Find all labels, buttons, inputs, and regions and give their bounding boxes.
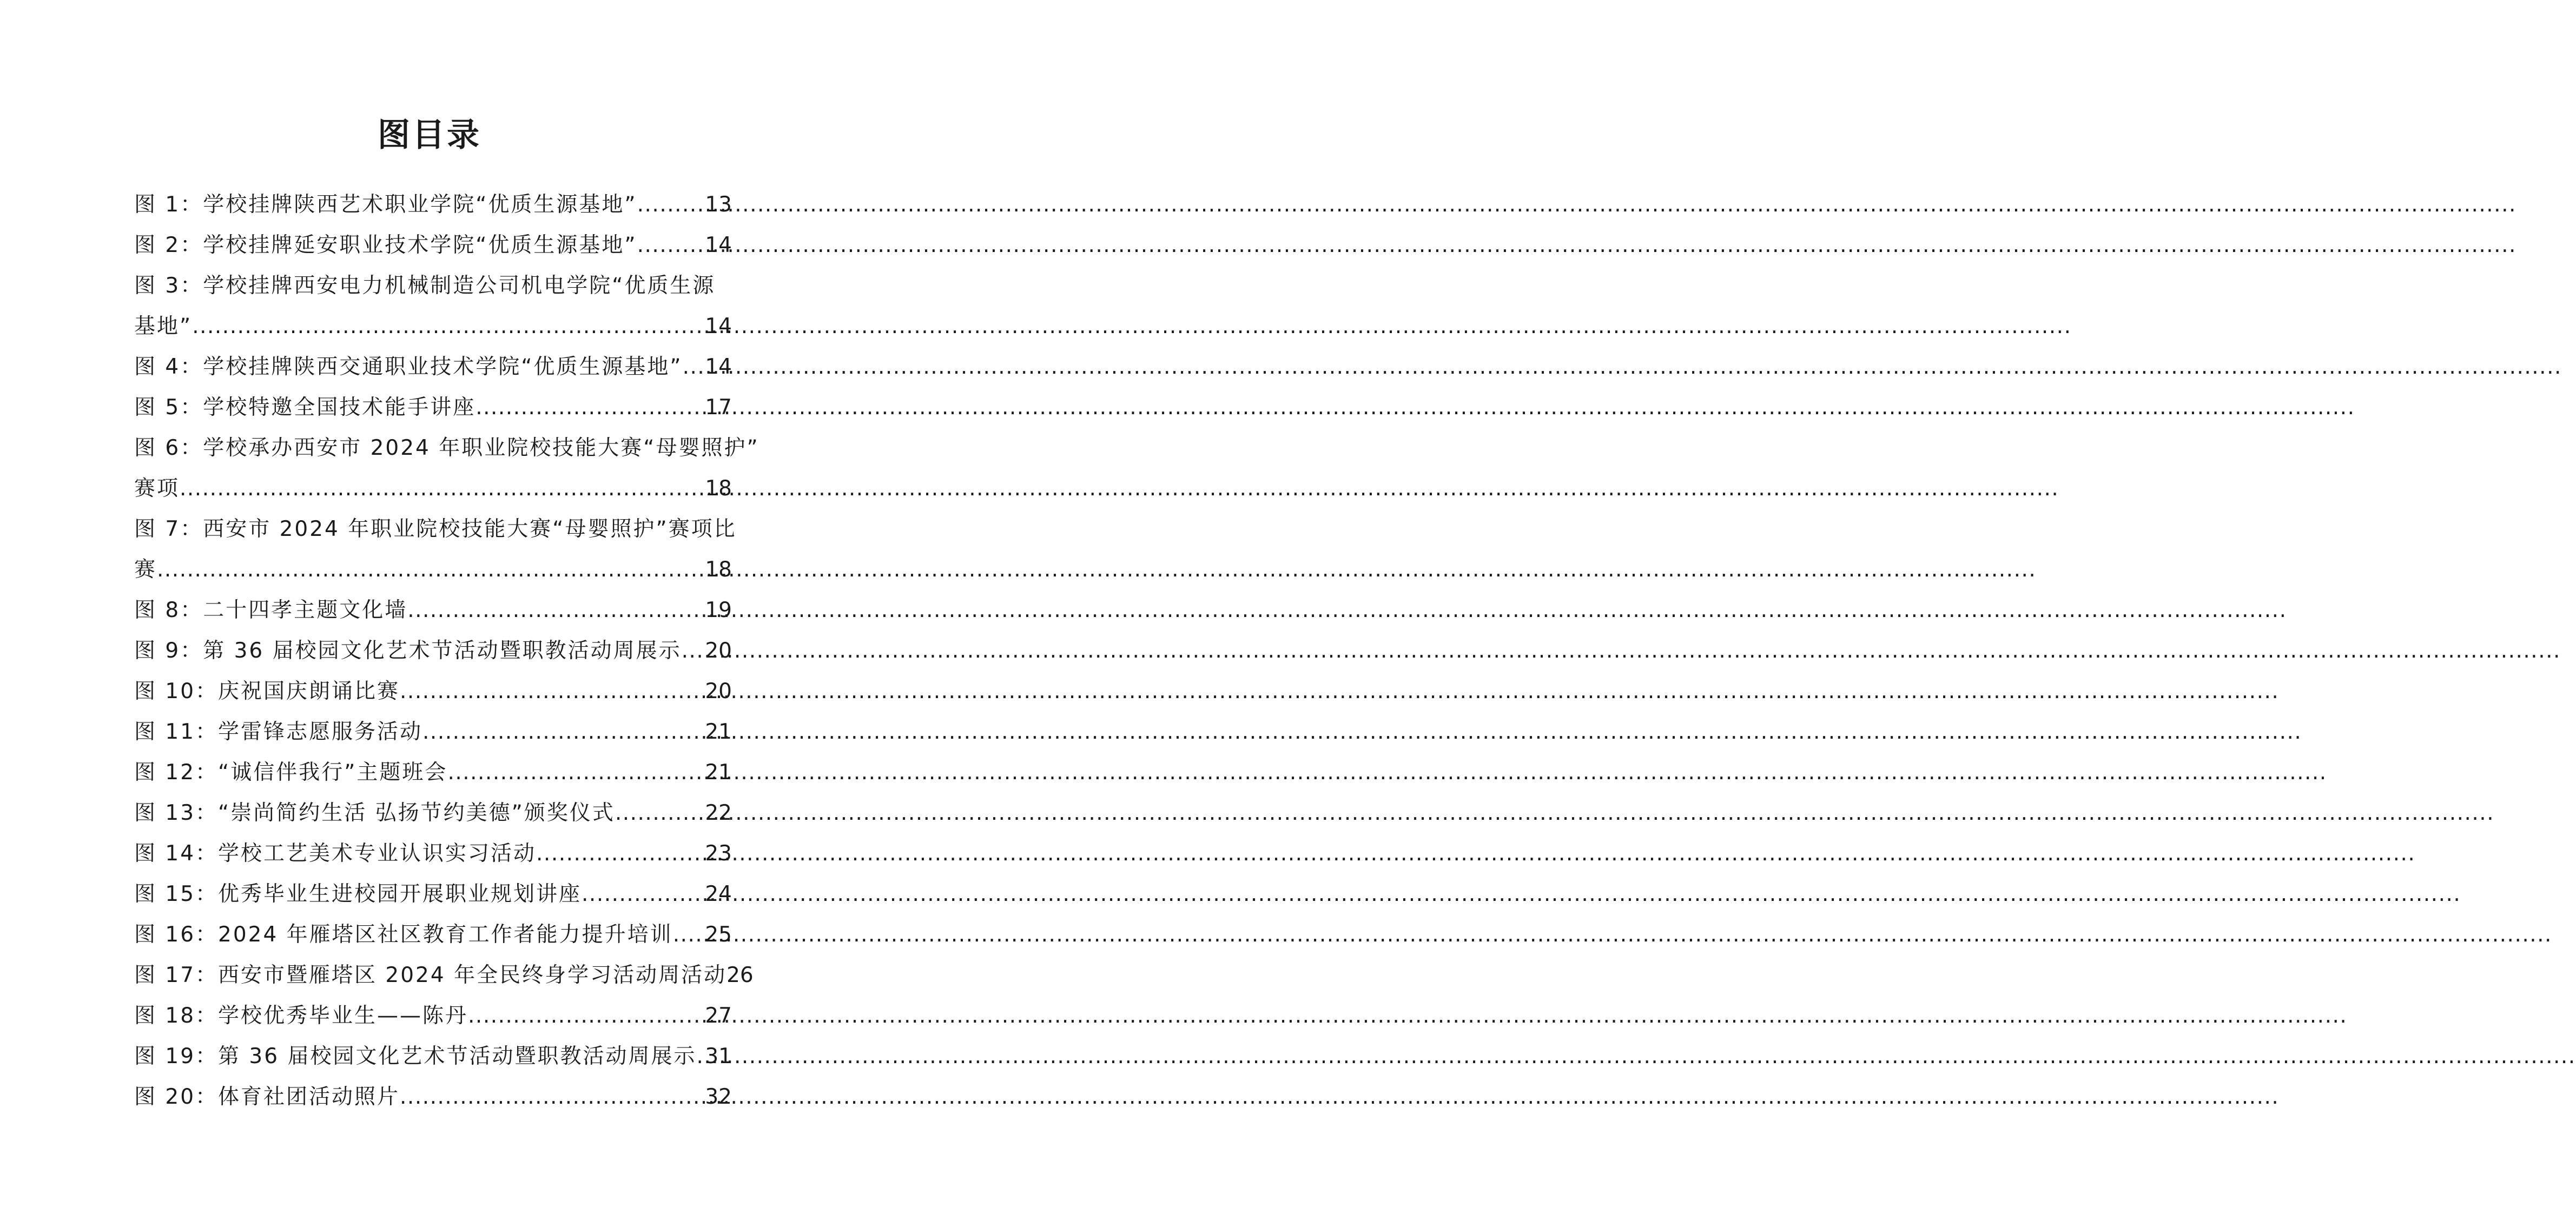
page-number: 14 (705, 355, 732, 379)
page-number: 19 (705, 598, 732, 622)
toc-entry-line[interactable] (134, 428, 759, 468)
dot-leader (400, 671, 705, 712)
page-title: 图目录 (378, 116, 481, 154)
page-number: 20 (705, 679, 732, 704)
entry-caption: 图 5：学校特邀全国技术能手讲座 (134, 395, 476, 420)
entry-caption: 图 20：体育社团活动照片 (134, 1085, 400, 1109)
entry-caption: 图 2：学校挂牌延安职业技术学院“优质生源基地” (134, 233, 637, 257)
page-number: 32 (705, 1085, 732, 1109)
toc-entry-line[interactable] (134, 387, 732, 428)
toc-entry-line[interactable] (134, 590, 732, 631)
dot-leader (475, 387, 705, 428)
toc-entry-line[interactable] (134, 874, 732, 914)
dot-leader (615, 793, 705, 833)
entry-caption: 图 7：西安市 2024 年职业院校技能大赛“母婴照护”赛项比 (134, 517, 737, 541)
page-number: 22 (705, 801, 732, 825)
toc-entry-line[interactable] (134, 266, 732, 306)
toc-entry-line[interactable] (134, 1036, 732, 1077)
entry-caption: 图 14：学校工艺美术专业认识实习活动 (134, 841, 537, 866)
entry-caption: 图 9：第 36 届校园文化艺术节活动暨职教活动周展示 (134, 639, 682, 663)
toc-entry-line[interactable] (134, 712, 732, 752)
entry-caption: 图 6：学校承办西安市 2024 年职业院校技能大赛“母婴照护” (134, 436, 759, 460)
toc-entry-line[interactable] (134, 549, 732, 590)
dot-leader (407, 590, 705, 631)
toc-entry-line[interactable] (134, 833, 732, 874)
entry-caption: 图 10：庆祝国庆朗诵比赛 (134, 679, 400, 704)
page-number: 21 (705, 720, 732, 744)
entry-caption: 基地” (134, 314, 193, 339)
dot-leader (683, 347, 705, 387)
dot-leader (637, 184, 705, 225)
dot-leader (180, 468, 705, 509)
dot-leader (400, 1077, 705, 1117)
toc-entry-line[interactable] (134, 347, 732, 387)
figure-list (134, 184, 759, 1117)
entry-caption: 图 3：学校挂牌西安电力机械制造公司机电学院“优质生源 (134, 274, 716, 298)
toc-entry-line[interactable] (134, 468, 732, 509)
page-number: 27 (705, 1004, 732, 1028)
dot-leader (157, 549, 705, 590)
page-number: 23 (705, 841, 732, 866)
document-page (0, 0, 859, 1214)
dot-leader (682, 631, 705, 671)
entry-caption: 图 18：学校优秀毕业生——陈丹 (134, 1004, 468, 1028)
page-number: 17 (705, 395, 732, 420)
entry-caption: 赛 (134, 558, 157, 582)
dot-leader (696, 1036, 705, 1077)
page-number: 20 (705, 639, 732, 663)
toc-entry-line[interactable] (134, 996, 732, 1036)
entry-caption: 图 19：第 36 届校园文化艺术节活动暨职教活动周展示 (134, 1044, 697, 1069)
toc-entry-line[interactable] (134, 306, 732, 347)
page-number: 24 (705, 882, 732, 906)
dot-leader (582, 874, 705, 914)
entry-caption: 图 4：学校挂牌陕西交通职业技术学院“优质生源基地” (134, 355, 683, 379)
page-number: 21 (705, 760, 732, 785)
dot-leader (637, 225, 705, 266)
entry-caption: 图 8：二十四孝主题文化墙 (134, 598, 408, 622)
toc-entry-line[interactable] (134, 671, 732, 712)
toc-entry-line[interactable] (134, 509, 737, 549)
toc-entry-line[interactable] (134, 752, 732, 793)
page-number: 14 (705, 233, 732, 257)
page-number: 18 (705, 476, 732, 501)
dot-leader (536, 833, 705, 874)
toc-entry-line[interactable] (134, 631, 732, 671)
page-number: 18 (705, 558, 732, 582)
entry-caption: 图 15：优秀毕业生进校园开展职业规划讲座 (134, 882, 582, 906)
page-number: 26 (726, 963, 754, 987)
entry-caption: 图 13：“崇尚简约生活 弘扬节约美德”颁奖仪式 (134, 801, 615, 825)
toc-entry-line[interactable] (134, 1077, 732, 1117)
entry-caption: 图 17：西安市暨雁塔区 2024 年全民终身学习活动周活动 (134, 963, 727, 987)
entry-caption: 图 12：“诚信伴我行”主题班会 (134, 760, 448, 785)
entry-caption: 图 16：2024 年雁塔区社区教育工作者能力提升培训 (134, 923, 673, 947)
page-number: 13 (705, 193, 732, 217)
toc-entry-line[interactable] (134, 793, 732, 833)
page-number: 14 (705, 314, 732, 339)
dot-leader (468, 996, 705, 1036)
toc-entry-line[interactable] (134, 914, 732, 955)
toc-entry-line[interactable] (134, 225, 732, 266)
dot-leader (673, 914, 705, 955)
dot-leader (192, 306, 705, 347)
entry-caption: 赛项 (134, 476, 180, 501)
dot-leader (447, 752, 705, 793)
toc-entry-line[interactable] (134, 955, 754, 996)
page-number: 25 (705, 923, 732, 947)
toc-entry-line[interactable] (134, 184, 732, 225)
entry-caption: 图 11：学雷锋志愿服务活动 (134, 720, 423, 744)
dot-leader (422, 712, 705, 752)
page-number: 31 (705, 1044, 732, 1069)
entry-caption: 图 1：学校挂牌陕西艺术职业学院“优质生源基地” (134, 193, 637, 217)
